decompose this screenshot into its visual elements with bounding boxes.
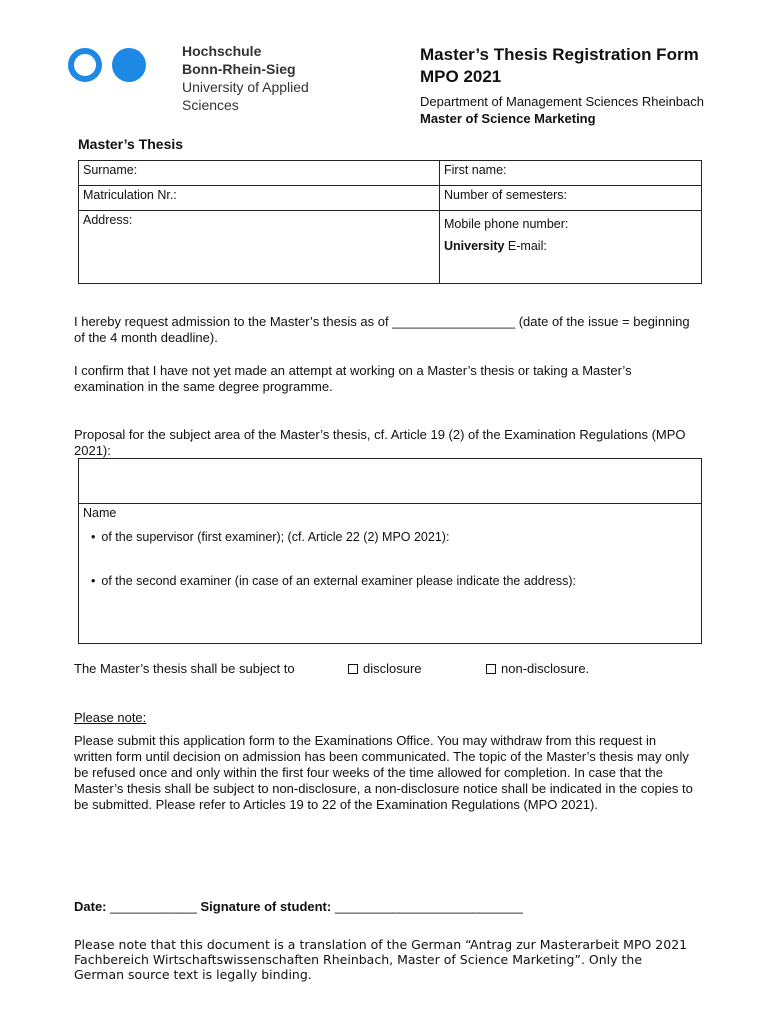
form-header xyxy=(420,44,750,128)
bullet-icon: • xyxy=(91,530,96,544)
note-heading: Please note: xyxy=(74,710,147,725)
proposal-paragraph: Proposal for the subject area of the Master’s thesis, cf. Article 19 (2) of the Examination Regulations (MPO 2021): xyxy=(74,427,686,458)
signature-row xyxy=(74,899,523,914)
proposal-box xyxy=(78,458,702,644)
second-examiner-field[interactable] xyxy=(83,574,697,588)
name-label: Name xyxy=(83,506,117,520)
semesters-field[interactable]: Number of semesters: xyxy=(440,186,702,211)
program: Master of Science Marketing xyxy=(420,111,596,126)
department: Department of Management Sciences Rheinbach xyxy=(420,94,704,109)
examiner-section xyxy=(79,504,701,590)
date-field[interactable]: ____________ xyxy=(106,899,201,914)
email-field[interactable] xyxy=(444,235,697,257)
logo-dot-icon xyxy=(112,48,146,82)
section-heading: Master’s Thesis xyxy=(78,136,184,152)
logo-line-1: Hochschule xyxy=(182,43,262,59)
first-name-field[interactable]: First name: xyxy=(440,161,702,186)
note-body: Please submit this application form to the Examinations Office. You may withdraw from this request in written form until decision on admission has been communicated. The topic of the Master’s thesis may only be refused once and only within the first four weeks of the time allowed for completion. In case that the Master’s thesis shall be subject to non-disclosure, a non-disclosure notice shall be indicated in the copies to be submitted. Please refer to Articles 19 to 22 of the Examination Regulations (MPO 2021). xyxy=(74,733,693,812)
bullet-icon: • xyxy=(91,574,96,588)
date-label: Date: xyxy=(74,899,107,914)
checkbox-icon[interactable] xyxy=(348,664,358,674)
logo-text xyxy=(182,42,368,114)
non-disclosure-option[interactable] xyxy=(486,661,589,676)
form-title-line-1: Master’s Thesis Registration Form xyxy=(420,45,699,64)
table-row xyxy=(79,161,702,186)
confirm-paragraph: I confirm that I have not yet made an attempt at working on a Master’s thesis or taking a Master’s examination in the same degree programme. xyxy=(74,363,632,394)
disclosure-option[interactable] xyxy=(348,661,422,676)
university-logo xyxy=(68,42,368,112)
logo-line-3: University of Applied Sciences xyxy=(182,79,309,113)
logo-circles xyxy=(68,48,146,82)
email-label-bold: University xyxy=(444,239,505,253)
translation-note: Please note that this document is a translation of the German “Antrag zur Masterarbeit MPO 2021 Fachbereich Wirtschaftswissenschaften Rheinbach, Master of Science Marketing”. Only the German source text is legally binding. xyxy=(74,937,688,982)
email-label-rest: E-mail: xyxy=(504,239,547,253)
matriculation-field[interactable]: Matriculation Nr.: xyxy=(79,186,440,211)
signature-field[interactable]: __________________________ xyxy=(331,899,523,914)
second-examiner-label: of the second examiner (in case of an external examiner please indicate the address): xyxy=(101,574,576,588)
address-field[interactable]: Address: xyxy=(79,211,440,284)
mobile-field[interactable]: Mobile phone number: xyxy=(444,217,569,231)
form-title-line-2: MPO 2021 xyxy=(420,67,502,86)
request-paragraph: I hereby request admission to the Master’s thesis as of _________________ (date of the issue = beginning of the 4 month deadline). xyxy=(74,314,690,345)
proposal-subject-field[interactable] xyxy=(79,459,701,504)
non-disclosure-option-label: non-disclosure. xyxy=(501,661,590,676)
logo-line-2: Bonn-Rhein-Sieg xyxy=(182,61,296,77)
table-row xyxy=(79,211,702,284)
disclosure-option-label: disclosure xyxy=(363,661,422,676)
logo-ring-icon xyxy=(68,48,102,82)
checkbox-icon[interactable] xyxy=(486,664,496,674)
supervisor-field[interactable] xyxy=(83,530,697,544)
disclosure-row xyxy=(74,661,714,679)
surname-field[interactable]: Surname: xyxy=(79,161,440,186)
disclosure-label: The Master’s thesis shall be subject to xyxy=(74,661,295,676)
contact-cell xyxy=(440,211,702,284)
personal-data-table xyxy=(78,160,702,284)
supervisor-label: of the supervisor (first examiner); (cf. Article 22 (2) MPO 2021): xyxy=(101,530,450,544)
table-row xyxy=(79,186,702,211)
signature-label: Signature of student: xyxy=(200,899,332,914)
